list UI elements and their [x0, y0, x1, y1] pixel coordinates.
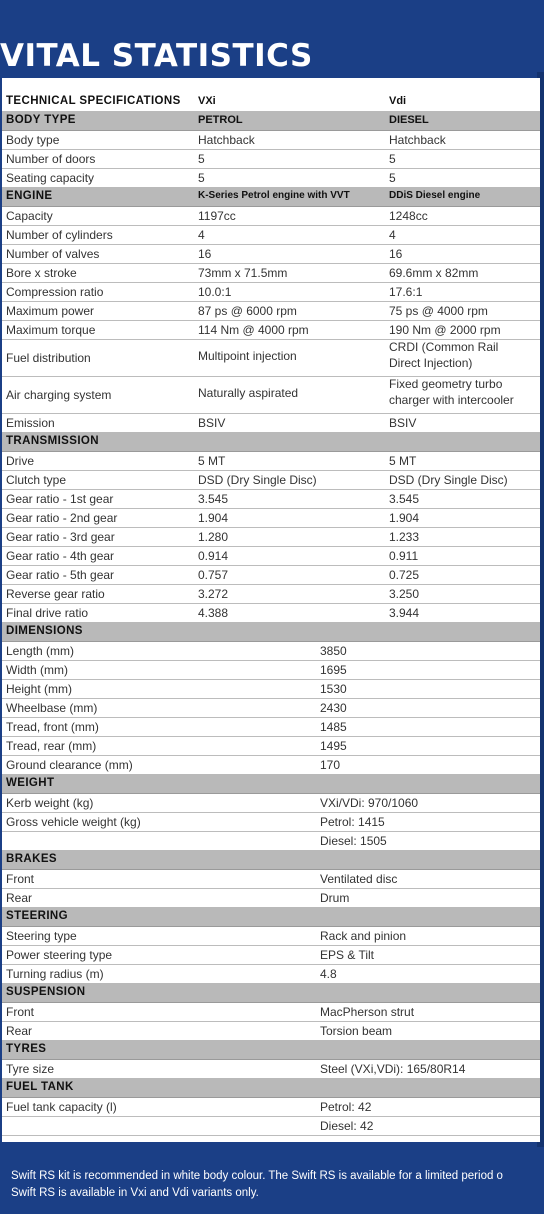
table-row [2, 755, 540, 775]
spec-label: Number of valves [6, 247, 100, 261]
spec-value-vdi: 3.944 [389, 606, 420, 620]
table-row [2, 812, 540, 832]
spec-label: Wheelbase (mm) [6, 701, 98, 715]
spec-label: Gear ratio - 4th gear [6, 549, 115, 563]
section-header [2, 850, 540, 870]
table-row [2, 301, 540, 321]
section-label: BRAKES [6, 853, 57, 865]
spec-label: Gear ratio - 5th gear [6, 568, 115, 582]
spec-value-shared: MacPherson strut [320, 1005, 415, 1019]
table-row [2, 130, 540, 150]
spec-value-vdi: DDiS Diesel engine [389, 190, 481, 201]
spec-value-vxi: 87 ps @ 6000 rpm [198, 304, 297, 318]
spec-value-vdi: 1.904 [389, 511, 420, 525]
spec-value-vdi: 5 [389, 152, 396, 166]
spec-label: Power steering type [6, 948, 113, 962]
spec-value-vxi: 5 [198, 171, 205, 185]
table-row [2, 945, 540, 965]
spec-value-vdi: DSD (Dry Single Disc) [389, 473, 508, 487]
spec-value-shared: 170 [320, 758, 341, 772]
spec-value-shared: Drum [320, 891, 350, 905]
spec-value-vxi: 1.280 [198, 530, 229, 544]
spec-label: Body type [6, 133, 60, 147]
section-label: BODY TYPE [6, 114, 76, 126]
spec-label: Maximum torque [6, 323, 96, 337]
table-header-row [2, 92, 540, 112]
spec-label: Rear [6, 1024, 33, 1038]
spec-value-vxi: 16 [198, 247, 212, 261]
table-row [2, 470, 540, 490]
table-row [2, 1002, 540, 1022]
spec-label: Tread, rear (mm) [6, 739, 97, 753]
spec-value-vxi: 3.272 [198, 587, 229, 601]
table-row [2, 1021, 540, 1041]
spec-value-vxi: Multipoint injection [198, 349, 297, 363]
spec-label: Air charging system [6, 388, 112, 402]
spec-value-vdi: 17.6:1 [389, 285, 423, 299]
spec-label: Front [6, 872, 35, 886]
spec-value-shared: 1495 [320, 739, 347, 753]
spec-label: Length (mm) [6, 644, 75, 658]
spec-value-vdi: 5 MT [389, 454, 417, 468]
spec-value-shared: VXi/VDi: 970/1060 [320, 796, 419, 810]
section-label: TRANSMISSION [6, 435, 99, 447]
table-row [2, 1116, 540, 1136]
spec-value-vdi: 190 Nm @ 2000 rpm [389, 323, 501, 337]
spec-value-vxi: 10.0:1 [198, 285, 232, 299]
spec-label: Tyre size [6, 1062, 55, 1076]
footer-line: Swift RS is available in Vxi and Vdi variants only. [11, 1187, 259, 1199]
spec-value-shared: Petrol: 1415 [320, 815, 385, 829]
table-row [2, 413, 540, 433]
spec-value-vdi: 75 ps @ 4000 rpm [389, 304, 488, 318]
table-row [2, 793, 540, 813]
spec-value-vdi: CRDI (Common Rail [389, 340, 499, 354]
spec-value-vdi: Fixed geometry turbo [389, 377, 503, 391]
table-row [2, 584, 540, 604]
spec-value-shared: Diesel: 42 [320, 1119, 374, 1133]
spec-value-vdi: BSIV [389, 416, 417, 430]
spec-label: Clutch type [6, 473, 67, 487]
spec-value-vxi: 1197cc [198, 209, 236, 223]
spec-value-vxi: 3.545 [198, 492, 229, 506]
spec-value-vxi: 0.914 [198, 549, 229, 563]
spec-value-shared: Torsion beam [320, 1024, 393, 1038]
spec-label: Gear ratio - 1st gear [6, 492, 114, 506]
table-row [2, 964, 540, 984]
spec-value-vxi: 0.757 [198, 568, 229, 582]
spec-value-vxi: 5 [198, 152, 205, 166]
spec-value-shared: 4.8 [320, 967, 337, 981]
table-row [2, 1059, 540, 1079]
spec-label: Emission [6, 416, 55, 430]
spec-value-vxi: 5 MT [198, 454, 226, 468]
section-label: STEERING [6, 910, 68, 922]
spec-label: Compression ratio [6, 285, 104, 299]
spec-value-vdi-line2: charger with intercooler [389, 393, 514, 407]
spec-label: Final drive ratio [6, 606, 89, 620]
table-row [2, 149, 540, 169]
table-row [2, 641, 540, 661]
spec-value-vxi: PETROL [198, 114, 243, 126]
table-row [2, 376, 540, 414]
spec-value-shared: 1530 [320, 682, 347, 696]
table-row [2, 168, 540, 188]
table-row [2, 926, 540, 946]
spec-value-shared: 1695 [320, 663, 347, 677]
table-row [2, 717, 540, 737]
spec-value-vdi: Vdi [389, 95, 407, 107]
spec-value-vxi: VXi [198, 95, 216, 107]
spec-value-vxi: 4 [198, 228, 205, 242]
table-row [2, 565, 540, 585]
spec-label: Number of cylinders [6, 228, 113, 242]
spec-value-vdi: 1248cc [389, 209, 428, 223]
table-row [2, 225, 540, 245]
spec-label: Kerb weight (kg) [6, 796, 94, 810]
table-row [2, 508, 540, 528]
section-header [2, 1040, 540, 1060]
spec-label: Number of doors [6, 152, 96, 166]
spec-value-vdi: 3.545 [389, 492, 420, 506]
spec-label: Width (mm) [6, 663, 68, 677]
spec-label: Maximum power [6, 304, 95, 318]
spec-value-vxi: BSIV [198, 416, 226, 430]
table-row [2, 698, 540, 718]
spec-value-vxi: Naturally aspirated [198, 386, 299, 400]
spec-label: Fuel tank capacity (l) [6, 1100, 117, 1114]
spec-value-vdi: 5 [389, 171, 396, 185]
table-row [2, 451, 540, 471]
section-label: WEIGHT [6, 777, 55, 789]
table-row [2, 888, 540, 908]
section-header [2, 983, 540, 1003]
spec-label: Turning radius (m) [6, 967, 104, 981]
spec-value-vdi: 0.911 [389, 549, 419, 563]
spec-label: Bore x stroke [6, 266, 77, 280]
section-label: SUSPENSION [6, 986, 86, 998]
section-header [2, 1078, 540, 1098]
section-header [2, 111, 540, 131]
table-row [2, 869, 540, 889]
spec-value-vxi: 4.388 [198, 606, 229, 620]
spec-label: Tread, front (mm) [6, 720, 99, 734]
spec-label: Reverse gear ratio [6, 587, 105, 601]
spec-label: Front [6, 1005, 35, 1019]
spec-value-vdi-line2: Direct Injection) [389, 356, 473, 370]
table-row [2, 263, 540, 283]
table-row [2, 244, 540, 264]
table-row [2, 489, 540, 509]
table-row [2, 831, 540, 851]
spec-label: Height (mm) [6, 682, 73, 696]
spec-value-shared: Rack and pinion [320, 929, 407, 943]
table-row [2, 339, 540, 377]
table-row [2, 660, 540, 680]
spec-value-vdi: DIESEL [389, 114, 429, 126]
spec-value-vdi: 4 [389, 228, 396, 242]
spec-value-vxi: DSD (Dry Single Disc) [198, 473, 317, 487]
spec-value-vdi: 69.6mm x 82mm [389, 266, 479, 280]
table-row [2, 679, 540, 699]
spec-value-shared: Steel (VXi,VDi): 165/80R14 [320, 1062, 466, 1076]
spec-label: Fuel distribution [6, 351, 91, 365]
spec-value-shared: 2430 [320, 701, 347, 715]
spec-value-shared: Diesel: 1505 [320, 834, 387, 848]
footer-note [11, 1168, 544, 1202]
section-label: DIMENSIONS [6, 625, 83, 637]
spec-table [2, 78, 540, 1142]
spec-value-vxi: 114 Nm @ 4000 rpm [198, 323, 309, 337]
table-row [2, 527, 540, 547]
spec-label: Gross vehicle weight (kg) [6, 815, 141, 829]
table-row [2, 1097, 540, 1117]
section-header [2, 622, 540, 642]
spec-label: Steering type [6, 929, 77, 943]
spec-value-shared: Petrol: 42 [320, 1100, 372, 1114]
section-header [2, 187, 540, 207]
spec-value-shared: Ventilated disc [320, 872, 398, 886]
table-row [2, 736, 540, 756]
spec-value-vdi: 16 [389, 247, 403, 261]
spec-value-vxi: K-Series Petrol engine with VVT [198, 190, 350, 201]
table-row [2, 282, 540, 302]
spec-value-vxi: Hatchback [198, 133, 255, 147]
section-label: FUEL TANK [6, 1081, 74, 1093]
spec-value-shared: EPS & Tilt [320, 948, 375, 962]
spec-label: Drive [6, 454, 35, 468]
spec-value-shared: 3850 [320, 644, 347, 658]
spec-label: Rear [6, 891, 33, 905]
page-title: VITAL STATISTICS [0, 38, 313, 74]
spec-label: Seating capacity [6, 171, 95, 185]
section-label: ENGINE [6, 190, 53, 202]
spec-value-shared: 1485 [320, 720, 347, 734]
spec-label: Ground clearance (mm) [6, 758, 133, 772]
spec-value-vdi: 0.725 [389, 568, 420, 582]
section-header [2, 774, 540, 794]
section-label: TECHNICAL SPECIFICATIONS [6, 95, 181, 107]
spec-value-vdi: 1.233 [389, 530, 420, 544]
spec-label: Gear ratio - 2nd gear [6, 511, 118, 525]
spec-label: Capacity [6, 209, 53, 223]
table-row [2, 603, 540, 623]
table-row [2, 206, 540, 226]
table-row [2, 546, 540, 566]
spec-label: Gear ratio - 3rd gear [6, 530, 115, 544]
spec-value-vdi: Hatchback [389, 133, 446, 147]
footer-line: Swift RS kit is recommended in white body colour. The Swift RS is available for a limited period o [11, 1170, 503, 1182]
spec-value-vxi: 73mm x 71.5mm [198, 266, 288, 280]
spec-value-vxi: 1.904 [198, 511, 229, 525]
spec-value-vdi: 3.250 [389, 587, 420, 601]
section-header [2, 432, 540, 452]
table-row [2, 320, 540, 340]
section-header [2, 907, 540, 927]
section-label: TYRES [6, 1043, 47, 1055]
